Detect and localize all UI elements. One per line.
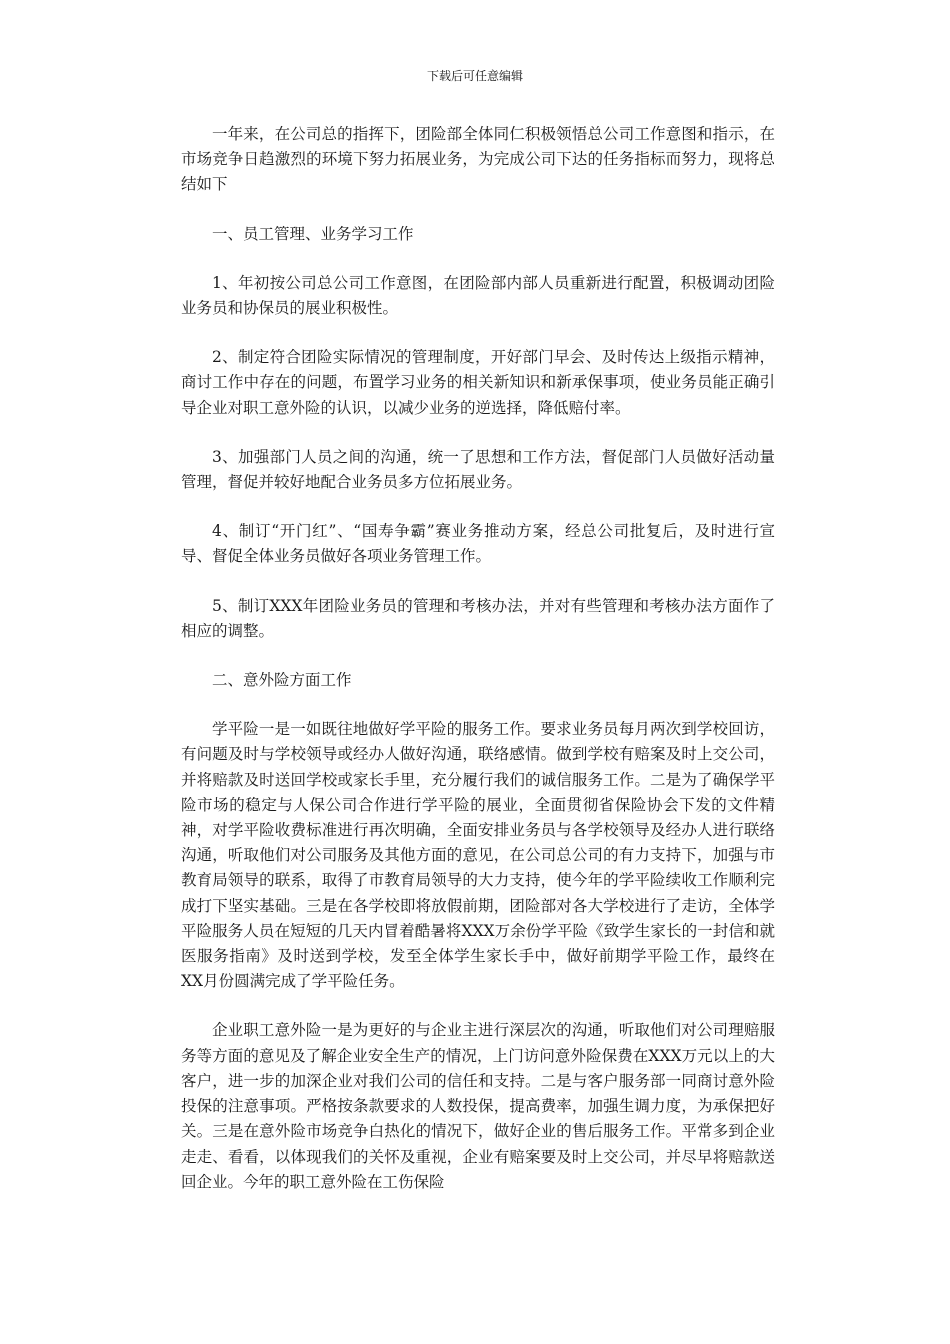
section-heading-accident-insurance: 二、意外险方面工作: [212, 671, 352, 690]
list-item-paragraph: 4、制订“开门红”、“国寿争霸”赛业务推动方案，经总公司批复后，及时进行宣导、督促全体业务员做好各项业务管理工作。: [181, 522, 775, 566]
list-item-paragraph: 3、加强部门人员之间的沟通，统一了思想和工作方法，督促部门人员做好活动量管理，督促并较好地配合业务员多方位拓展业务。: [181, 447, 775, 492]
list-item-paragraph: 5、制订XXX年团险业务员的管理和考核办法，并对有些管理和考核办法方面作了相应的调整。: [181, 596, 775, 640]
list-item-paragraph: 2、制定符合团险实际情况的管理制度，开好部门早会、及时传达上级指示精神，商讨工作中存在的问题，布置学习业务的相关新知识和新承保事项，使业务员能正确引导企业对职工意外险的认识，以减少业务的逆选择，降低赔付率。: [181, 348, 775, 417]
document-body: [181, 122, 775, 1219]
section-heading-staff-management: 一、员工管理、业务学习工作: [212, 224, 414, 243]
header-note: 下载后可任意编辑: [426, 69, 523, 83]
list-item-paragraph: 1、年初按公司总公司工作意图，在团险部内部人员重新进行配置，积极调动团险业务员和协保员的展业积极性。: [181, 273, 775, 318]
employee-accident-paragraph: 企业职工意外险一是为更好的与企业主进行深层次的沟通，听取他们对公司理赔服务等方面的意见及了解企业安全生产的情况，上门访问意外险保费在XXX万元以上的大客户，进一步的加深企业对我们公司的信任和支持。二是与客户服务部一同商讨意外险投保的注意事项。严格按条款要求的人数投保，提高费率，加强生调力度，为承保把好关。三是在意外险市场竞争白热化的情况下，做好企业的售后服务工作。平常多到企业走走、看看，以体现我们的关怀及重视，企业有赔案要及时上交公司，并尽早将赔款送回企业。今年的职工意外险在工伤保险: [181, 1021, 775, 1191]
intro-paragraph: 一年来，在公司总的指挥下，团险部全体同仁积极领悟总公司工作意图和指示，在市场竞争日趋激烈的环境下努力拓展业务，为完成公司下达的任务指标而努力，现将总结如下: [181, 125, 775, 194]
student-insurance-paragraph: 学平险一是一如既往地做好学平险的服务工作。要求业务员每月两次到学校回访，有问题及时与学校领导或经办人做好沟通，联络感情。做到学校有赔案及时上交公司，并将赔款及时送回学校或家长手里，充分履行我们的诚信服务工作。二是为了确保学平险市场的稳定与人保公司合作进行学平险的展业，全面贯彻省保险协会下发的文件精神，对学平险收费标准进行再次明确，全面安排业务员与各学校领导及经办人进行联络沟通，听取他们对公司服务及其他方面的意见，在公司总公司的有力支持下，加强与市教育局领导的联系，取得了市教育局领导的大力支持，使今年的学平险续收工作顺利完成打下坚实基础。三是在各学校即将放假前期，团险部对各大学校进行了走访，全体学平险服务人员在短短的几天内冒着酷暑将XXX万余份学平险《致学生家长的一封信和就医服务指南》及时送到学校，发至全体学生家长手中，做好前期学平险工作，最终在XX月份圆满完成了学平险任务。: [181, 720, 775, 991]
